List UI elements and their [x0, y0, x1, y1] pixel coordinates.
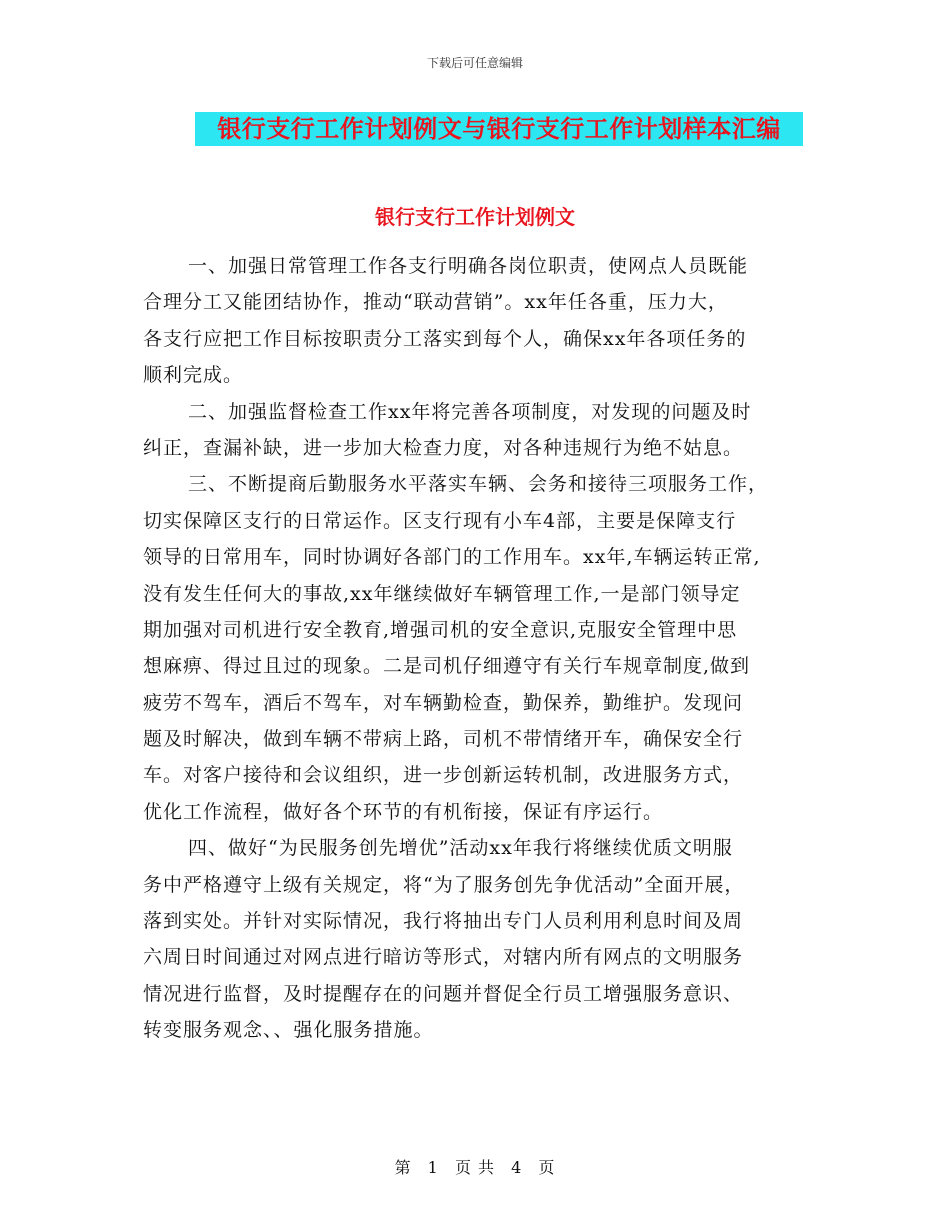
- footer-middle: 页 共: [454, 1158, 496, 1177]
- paragraph-line: 一、加强日常管理工作各支行明确各岗位职责，使网点人员既能: [188, 255, 749, 277]
- paragraph-line: 落到实处。并针对实际情况，我行将抽出专门人员利用利息时间及周: [143, 910, 744, 933]
- current-page-number: 1: [427, 1158, 439, 1177]
- document-title: 银行支行工作计划例文与银行支行工作计划样本汇编: [195, 112, 803, 146]
- header-note: 下载后可任意编辑: [426, 56, 523, 70]
- paragraph-line: 车。对客户接待和会议组织，进一步创新运转机制，改进服务方式，: [143, 764, 744, 787]
- paragraph-line: 没有发生任何大的事故,xx年继续做好车辆管理工作,一是部门领导定: [143, 582, 741, 605]
- paragraph-line: 二、加强监督检查工作xx年将完善各项制度，对发现的问题及时: [188, 400, 752, 423]
- paragraph-line: 合理分工又能团结协作，推动“联动营销”。xx年任各重，压力大，: [143, 291, 728, 314]
- paragraph-line: 疲劳不驾车，酒后不驾车，对车辆勤检查，勤保养，勤维护。发现问: [143, 691, 744, 714]
- document-body: [143, 248, 833, 1049]
- paragraph-line: 优化工作流程，做好各个环节的有机衔接，保证有序运行。: [143, 800, 664, 823]
- paragraph-line: 务中严格遵守上级有关规定，将“为了服务创先争优活动”全面开展，: [143, 873, 745, 896]
- paragraph-line: 纠正，查漏补缺，进一步加大检查力度，对各种违规行为绝不姑息。: [143, 436, 744, 459]
- paragraph-line: 四、做好“为民服务创先增优”活动xx年我行将继续优质文明服: [188, 837, 733, 860]
- footer-suffix: 页: [538, 1158, 556, 1177]
- paragraph-line: 情况进行监督，及时提醒存在的问题并督促全行员工增强服务意识、: [143, 982, 744, 1005]
- total-page-count: 4: [511, 1158, 523, 1177]
- paragraph-line: 转变服务观念、、强化服务措施。: [143, 1019, 434, 1042]
- paragraph-line: 顺利完成。: [143, 364, 244, 387]
- paragraph-line: 想麻痹、得过且过的现象。二是司机仔细遵守有关行车规章制度,做到: [143, 655, 751, 678]
- paragraph-line: 各支行应把工作目标按职责分工落实到每个人，确保xx年各项任务的: [143, 327, 747, 350]
- page-footer: [0, 1155, 950, 1178]
- footer-prefix: 第: [394, 1158, 412, 1177]
- paragraph-line: 三、不断提商后勤服务水平落实车辆、会务和接待三项服务工作，: [188, 473, 769, 496]
- paragraph-line: 题及时解决，做到车辆不带病上路，司机不带情绪开车，确保安全行: [143, 728, 744, 751]
- paragraph-line: 领导的日常用车，同时协调好各部门的工作用车。xx年,车辆运转正常,: [143, 546, 761, 569]
- paragraph-line: 切实保障区支行的日常运作。区支行现有小车4部，主要是保障支行: [143, 509, 737, 532]
- paragraph-line: 期加强对司机进行安全教育,增强司机的安全意识,克服安全管理中思: [143, 618, 738, 641]
- section-title: 银行支行工作计划例文: [375, 205, 575, 229]
- paragraph-line: 六周日时间通过对网点进行暗访等形式，对辖内所有网点的文明服务: [143, 946, 744, 969]
